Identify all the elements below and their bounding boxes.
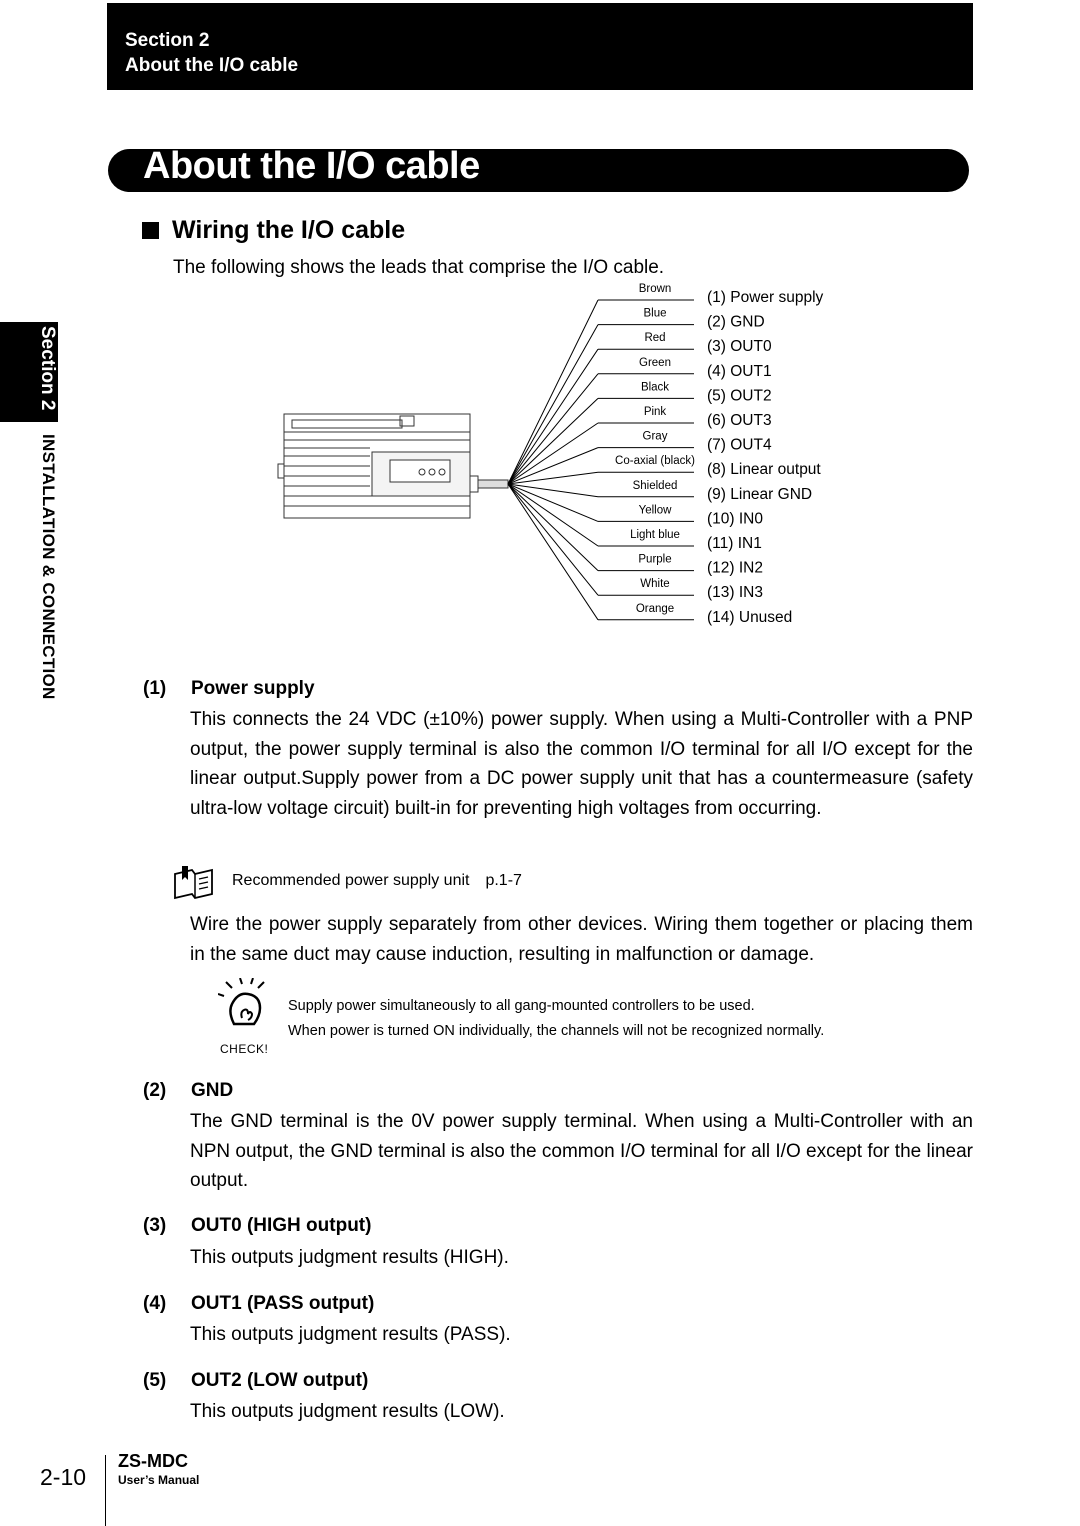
lead-color-label: Yellow xyxy=(638,504,672,517)
item-number: (5) xyxy=(143,1370,167,1391)
lead-color-label: Purple xyxy=(638,553,672,566)
lead-color-label: Co-axial (black) xyxy=(615,455,695,468)
lead-signal-label: (13) IN3 xyxy=(707,584,763,602)
lead-signal-label: (9) Linear GND xyxy=(707,485,813,503)
lead-wire xyxy=(508,484,598,521)
item-title: OUT2 (LOW output) xyxy=(191,1370,369,1391)
lead-signal-label: (7) OUT4 xyxy=(707,436,772,454)
lead-wire xyxy=(508,300,598,484)
lead-wire xyxy=(508,374,598,484)
lead-signal-label: (6) OUT3 xyxy=(707,412,772,429)
footer-divider xyxy=(105,1455,106,1526)
manual-name: User’s Manual xyxy=(118,1473,200,1487)
lead-wire xyxy=(508,484,598,546)
page-title: About the I/O cable xyxy=(143,145,480,187)
lead-color-label: Shielded xyxy=(632,479,678,492)
lead-labels xyxy=(615,283,823,626)
controller-drawing xyxy=(278,414,508,518)
lead-color-label: Black xyxy=(640,381,670,394)
power-description: This connects the 24 VDC (±10%) power supply. When using a Multi-Controller with a PNP output, the power supply terminal is also the common I/O terminal for all I/O except for the linear output.Supply power from a DC power supply unit that has a countermeasure (safety ultra-low voltage circuit) built-in for preventing high voltages from occurring. xyxy=(190,709,973,819)
header-subtitle: About the I/O cable xyxy=(125,55,299,76)
out2-description: This outputs judgment results (LOW). xyxy=(190,1401,505,1422)
check-lightbulb-icon xyxy=(218,978,274,1038)
side-tab-section xyxy=(10,322,68,422)
item-number: (2) xyxy=(143,1080,167,1101)
lead-color-label: Gray xyxy=(642,430,668,443)
lead-wire xyxy=(508,484,598,497)
lead-signal-label: (11) IN1 xyxy=(707,535,762,552)
item-title: GND xyxy=(191,1080,234,1101)
lead-signal-label: (4) OUT1 xyxy=(707,362,772,380)
page-number: 2-10 xyxy=(40,1464,87,1490)
lead-signal-label: (14) Unused xyxy=(707,608,793,626)
gnd-description: The GND terminal is the 0V power supply terminal. When using a Multi-Controller with an NPN output, the GND terminal is also the common I/O terminal for all I/O except for the linear output. xyxy=(190,1111,973,1191)
lead-color-label: Pink xyxy=(643,406,667,418)
item-title: OUT0 (HIGH output) xyxy=(191,1215,372,1236)
lead-signal-label: (5) OUT2 xyxy=(707,387,772,405)
power-wiring-note: Wire the power supply separately from other devices. Wiring them together or placing them in the same duct may cause induction, resulting in malfunction or damage. xyxy=(190,914,973,965)
lead-signal-label: (8) Linear output xyxy=(707,461,821,479)
intro-text: The following shows the leads that comprise the I/O cable. xyxy=(173,257,665,278)
lead-wire xyxy=(508,398,598,484)
out0-description: This outputs judgment results (HIGH). xyxy=(190,1247,509,1268)
lead-wire xyxy=(508,349,598,484)
lead-wire xyxy=(508,484,598,595)
reference-book-icon xyxy=(172,866,218,900)
lead-color-label: White xyxy=(640,578,670,591)
io-cable-diagram xyxy=(270,280,850,630)
lead-color-label: Orange xyxy=(635,602,675,615)
lead-color-label: Light blue xyxy=(630,529,680,541)
subheading-bullet-icon xyxy=(142,222,159,239)
item-title: OUT1 (PASS output) xyxy=(191,1293,375,1314)
lead-signal-label: (1) Power supply xyxy=(707,289,824,306)
reference-link[interactable]: Recommended power supply unit p.1-7 xyxy=(232,872,522,889)
item-number: (1) xyxy=(143,678,167,699)
check-note-line: When power is turned ON individually, the channels will not be recognized normally. xyxy=(288,1023,825,1039)
lead-signal-label: (10) IN0 xyxy=(707,510,763,528)
lead-signal-label: (12) IN2 xyxy=(707,559,763,577)
lead-color-label: Green xyxy=(639,356,671,369)
lead-wire xyxy=(508,325,598,484)
side-tab-chapter-label: INSTALLATION & CONNECTION xyxy=(39,434,58,700)
item-number: (3) xyxy=(143,1215,167,1236)
lead-signal-label: (3) OUT0 xyxy=(707,338,772,356)
item-title: Power supply xyxy=(191,678,315,699)
product-name: ZS-MDC xyxy=(118,1451,188,1471)
item-number: (4) xyxy=(143,1293,167,1314)
check-note-line: Supply power simultaneously to all gang-mounted controllers to be used. xyxy=(288,998,755,1014)
side-tab-section-label: Section 2 xyxy=(37,326,58,411)
lead-signal-label: (2) GND xyxy=(707,313,765,331)
lead-wire xyxy=(508,484,598,571)
lead-wire xyxy=(508,484,598,620)
lead-color-label: Brown xyxy=(638,283,672,295)
subheading: Wiring the I/O cable xyxy=(172,216,406,244)
lead-color-label: Red xyxy=(644,332,666,345)
out1-description: This outputs judgment results (PASS). xyxy=(190,1324,511,1345)
check-label: CHECK! xyxy=(220,1042,269,1056)
header-section-label: Section 2 xyxy=(125,30,210,51)
lead-color-label: Blue xyxy=(643,307,667,320)
